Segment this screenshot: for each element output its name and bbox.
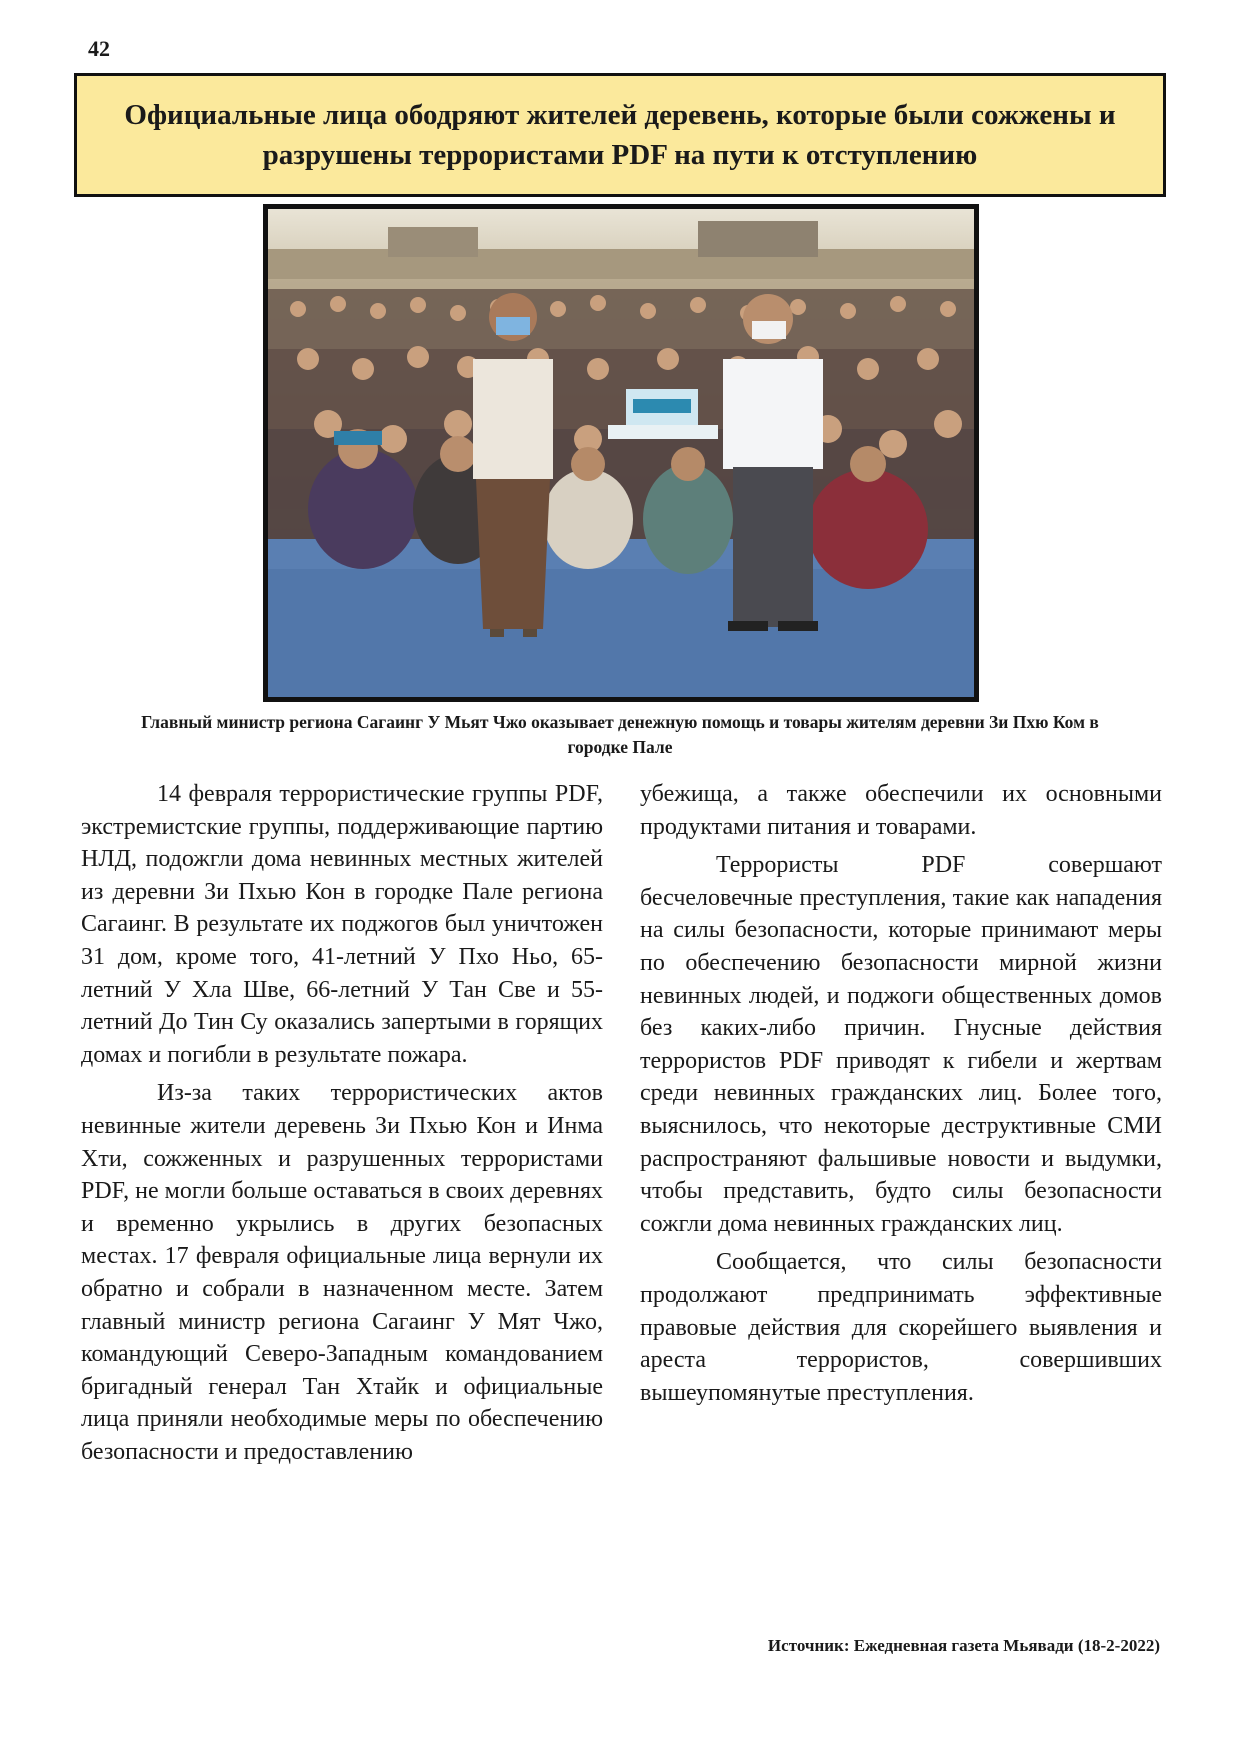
page-number: 42 — [88, 36, 110, 61]
photo-caption: Главный министр региона Сагаинг У Мьят Чжо оказывает денежную помощь и товары жителям деревни Зи Пхю Ком в городке Пале — [141, 712, 1099, 758]
article-paragraph: 14 февраля террористические группы PDF, экстремистские группы, поддерживающие партию НЛД, подожгли дома невинных местных жителей из деревни Зи Пхью Кон в городке Пале региона Сагаинг. В результате их поджогов был уничтожен 31 дом, кроме того, 41-летний У Пхо Ньо, 65-летний У Хла Шве, 66-летний У Тан Све и 55-летний До Тин Су оказались запертыми в горящих домах и погибли в результате пожара. — [81, 781, 603, 1068]
article-column-left — [81, 778, 603, 1474]
source-credit: Источник: Ежедневная газета Мьявади (18-2-2022) — [767, 1636, 1160, 1655]
headline-box — [74, 73, 1166, 197]
photo-of-aid-handover-icon — [268, 209, 974, 697]
news-photo — [263, 204, 979, 702]
article-paragraph: убежища, а также обеспечили их основными продуктами питания и товарами. — [640, 781, 1162, 840]
article-paragraph: Террористы PDF совершают бесчеловечные преступления, такие как нападения на силы безопасности, которые принимают меры по обеспечению безопасности мирной жизни невинных людей, и поджоги общественных домов без каких-либо причин. Гнусные действия террористов PDF приводят к гибели и жертвам среди невинных гражданских лиц. Более того, выяснилось, что некоторые деструктивные СМИ распространяют фальшивые новости и выдумки, чтобы представить, будто силы безопасности сожгли дома невинных гражданских лиц. — [640, 852, 1162, 1237]
article-column-right — [640, 778, 1162, 1415]
article-paragraph: Из-за таких террористических актов невинные жители деревень Зи Пхью Кон и Инма Хти, сожженных и разрушенных террористами PDF, не могли больше оставаться в своих деревнях и временно укрылись в других безопасных местах. 17 февраля официальные лица вернули их обратно и собрали в назначенном месте. Затем главный министр региона Сагаинг У Мят Чжо, командующий Северо-Западным командованием бригадный генерал Тан Хтайк и официальные лица приняли необходимые меры по обеспечению безопасности и предоставлению — [81, 1080, 603, 1465]
headline: Официальные лица ободряют жителей деревень, которые были сожжены и разрушены террористами PDF на пути к отступлению — [124, 98, 1116, 171]
article-paragraph: Сообщается, что силы безопасности продолжают предпринимать эффективные правовые действия для скорейшего выявления и ареста террористов, совершивших вышеупомянутые преступления. — [640, 1249, 1162, 1406]
